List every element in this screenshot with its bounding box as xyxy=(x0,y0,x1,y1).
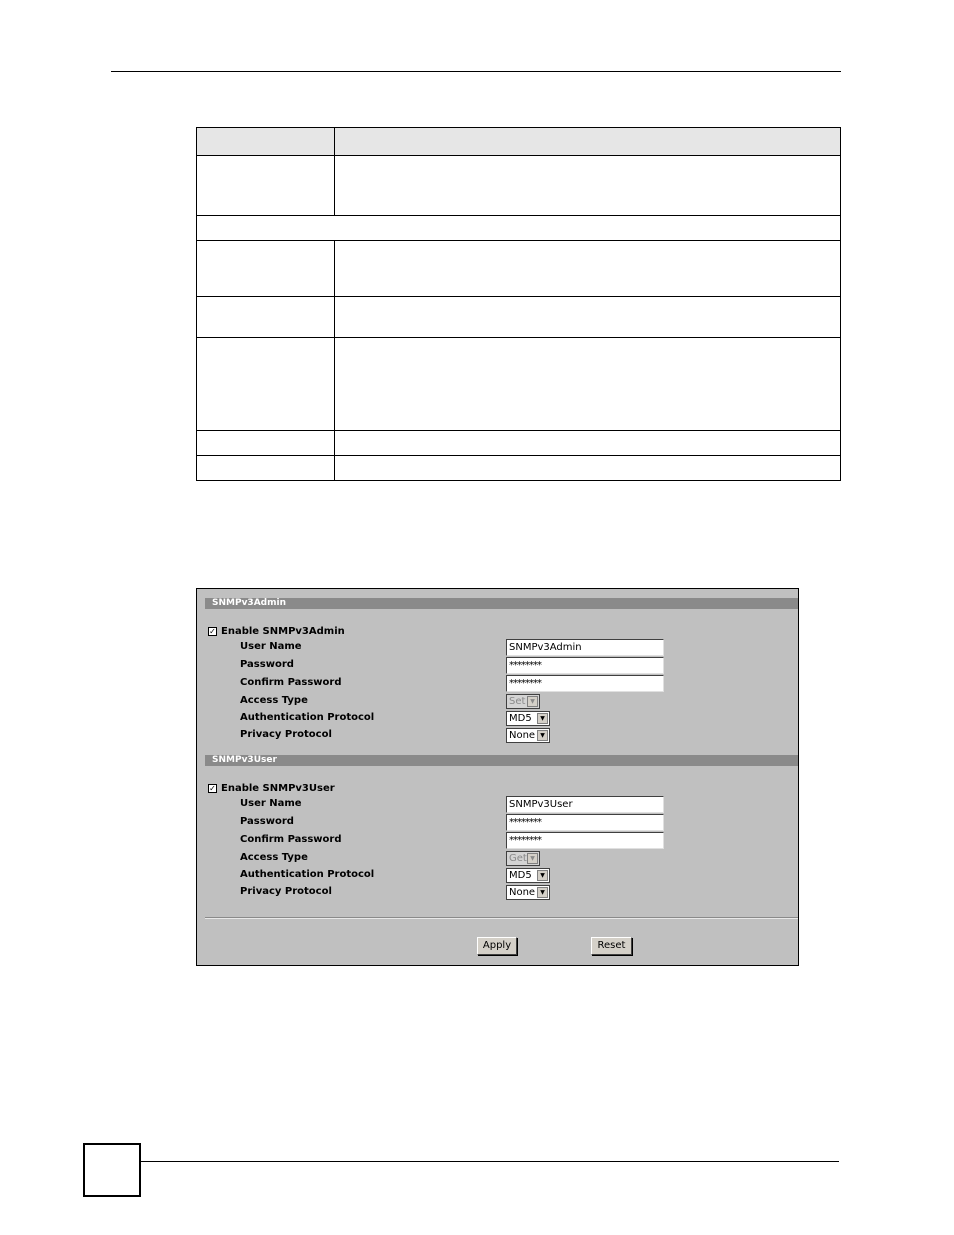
user-user-name-label: User Name xyxy=(240,798,302,809)
chevron-down-icon[interactable]: ▼ xyxy=(537,887,548,898)
chevron-down-icon[interactable]: ▼ xyxy=(537,713,548,724)
user-privacy-protocol-value: None xyxy=(509,887,536,898)
chevron-down-icon[interactable]: ▼ xyxy=(537,870,548,881)
admin-user-name-input[interactable] xyxy=(506,639,664,656)
user-auth-protocol-label: Authentication Protocol xyxy=(240,869,375,880)
admin-confirm-password-input[interactable] xyxy=(506,675,664,692)
admin-user-name-label: User Name xyxy=(240,641,302,652)
table-section-row xyxy=(197,216,840,241)
enable-snmpv3admin-row xyxy=(208,624,345,638)
page-number-box xyxy=(83,1143,141,1197)
snmpv3-settings-panel xyxy=(196,588,799,966)
user-privacy-protocol-select[interactable] xyxy=(506,885,550,900)
table-header-row xyxy=(197,128,840,156)
user-password-label: Password xyxy=(240,816,294,827)
enable-snmpv3user-checkbox[interactable]: ✓ xyxy=(209,783,216,793)
user-access-type-value: Get xyxy=(509,853,527,864)
user-user-name-input[interactable] xyxy=(506,796,664,813)
snmpv3user-section-title: SNMPv3User xyxy=(205,755,798,766)
admin-access-type-value: Set xyxy=(509,696,526,707)
admin-privacy-protocol-value: None xyxy=(509,730,536,741)
user-confirm-password-input[interactable] xyxy=(506,832,664,849)
user-auth-protocol-select[interactable] xyxy=(506,868,550,883)
admin-password-input[interactable] xyxy=(506,657,664,674)
user-password-input[interactable] xyxy=(506,814,664,831)
table-row xyxy=(197,156,840,216)
table-row xyxy=(197,456,840,481)
user-confirm-password-label: Confirm Password xyxy=(240,834,342,845)
footer-rule xyxy=(139,1161,839,1162)
admin-auth-protocol-value: MD5 xyxy=(509,713,532,724)
enable-snmpv3admin-checkbox[interactable]: ✓ xyxy=(209,626,216,636)
admin-access-type-label: Access Type xyxy=(240,695,308,706)
button-divider xyxy=(205,917,798,919)
table-row xyxy=(197,338,840,431)
user-privacy-protocol-label: Privacy Protocol xyxy=(240,886,332,897)
admin-auth-protocol-select[interactable] xyxy=(506,711,550,726)
chevron-down-icon: ▼ xyxy=(527,696,538,707)
chevron-down-icon: ▼ xyxy=(527,853,538,864)
table-row xyxy=(197,431,840,456)
admin-confirm-password-label: Confirm Password xyxy=(240,677,342,688)
apply-button[interactable]: Apply xyxy=(477,937,517,955)
admin-auth-protocol-label: Authentication Protocol xyxy=(240,712,375,723)
user-auth-protocol-value: MD5 xyxy=(509,870,532,881)
description-table xyxy=(196,127,841,481)
table-row xyxy=(197,297,840,338)
user-access-type-label: Access Type xyxy=(240,852,308,863)
admin-privacy-protocol-label: Privacy Protocol xyxy=(240,729,332,740)
admin-access-type-select xyxy=(506,694,540,709)
header-rule xyxy=(111,71,841,72)
user-access-type-select xyxy=(506,851,540,866)
table-row xyxy=(197,241,840,297)
enable-snmpv3admin-label: Enable SNMPv3Admin xyxy=(221,625,345,637)
reset-button[interactable]: Reset xyxy=(591,937,632,955)
chevron-down-icon[interactable]: ▼ xyxy=(537,730,548,741)
snmpv3admin-section-title: SNMPv3Admin xyxy=(205,598,798,609)
enable-snmpv3user-label: Enable SNMPv3User xyxy=(221,782,335,794)
admin-privacy-protocol-select[interactable] xyxy=(506,728,550,743)
enable-snmpv3user-row xyxy=(208,781,335,795)
admin-password-label: Password xyxy=(240,659,294,670)
